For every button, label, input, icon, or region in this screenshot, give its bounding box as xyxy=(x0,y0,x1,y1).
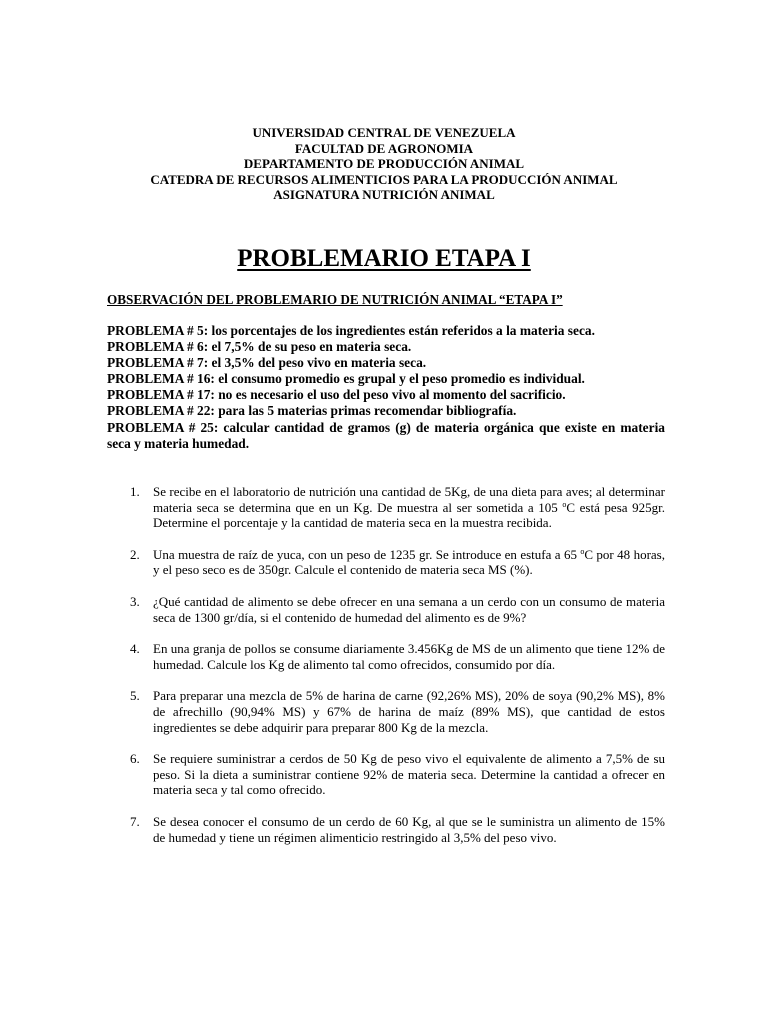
observation-item: PROBLEMA # 5: los porcentajes de los ingredientes están referidos a la materia seca. xyxy=(107,323,595,338)
observation-item: PROBLEMA # 6: el 7,5% de su peso en materia seca. xyxy=(107,339,412,355)
problem-text: En una granja de pollos se consume diariamente 3.456Kg de MS de un alimento que tiene 12% de humedad. Calcule los Kg de alimento tal como ofrecidos, consumido por día. xyxy=(153,641,665,672)
observation-item: PROBLEMA # 16: el consumo promedio es grupal y el peso promedio es individual. xyxy=(107,371,585,387)
problem-item xyxy=(0,594,768,625)
problem-text: Se recibe en el laboratorio de nutrición una cantidad de 5Kg, de una dieta para aves; al determinar materia seca se determina que en un Kg. De muestra al ser sometida a 105 $^o$C está pesa 925gr. Determine el porcentaje y la cantidad de materia seca en la muestra recibida. xyxy=(153,484,665,531)
problem-item xyxy=(0,484,768,531)
problem-number: 5. xyxy=(130,688,140,704)
problem-text: Se desea conocer el consumo de un cerdo de 60 Kg, al que se le suministra un alimento de 15% de humedad y tiene un régimen alimenticio restringido al 3,5% del peso vivo. xyxy=(153,813,665,845)
problem-number: 1. xyxy=(130,484,140,499)
observation-item: PROBLEMA # 17: no es necesario el uso del peso vivo al momento del sacrificio. xyxy=(107,387,566,403)
faculty-name: FACULTAD DE AGRONOMIA xyxy=(294,140,474,156)
problems-list xyxy=(0,484,768,861)
problem-text: Una muestra de raíz de yuca, con un peso de 1235 gr. Se introduce en estufa a 65 $^o$C por 48 horas, y el peso seco es de 350gr. Calcule el contenido de materia seca MS (%). xyxy=(153,546,665,578)
problem-item xyxy=(0,751,768,798)
chair-name: CATEDRA DE RECURSOS ALIMENTICIOS PARA LA PRODUCCIÓN ANIMAL xyxy=(150,171,618,187)
problem-text: ¿Qué cantidad de alimento se debe ofrecer en una semana a un cerdo con un consumo de materia seca de 1300 gr/día, si el contenido de humedad del alimento es de 9%? xyxy=(153,593,665,625)
problem-item xyxy=(0,547,768,578)
problem-number: 2. xyxy=(130,546,140,562)
observations-heading: OBSERVACIÓN DEL PROBLEMARIO DE NUTRICIÓN ANIMAL “ETAPA I” xyxy=(107,292,563,307)
problem-item xyxy=(0,641,768,672)
observations-list xyxy=(107,323,665,452)
problem-text: Para preparar una mezcla de 5% de harina de carne (92,26% MS), 20% de soya (90,2% MS), 8% de afrechillo (90,94% MS) y 67% de harina de maíz (89% MS), que cantidad de estos ingredientes se debe adquirir para preparar 800 Kg de la mezcla. xyxy=(153,688,665,735)
problem-item xyxy=(0,814,768,845)
document-header xyxy=(0,125,768,203)
subject-name: ASIGNATURA NUTRICIÓN ANIMAL xyxy=(273,187,495,202)
observation-item: PROBLEMA # 25: calcular cantidad de gramos (g) de materia orgánica que existe en materia seca y materia humedad. xyxy=(107,419,665,451)
problem-number: 6. xyxy=(130,751,140,767)
problem-item xyxy=(0,688,768,735)
university-name: UNIVERSIDAD CENTRAL DE VENEZUELA xyxy=(252,125,516,140)
page-title: PROBLEMARIO ETAPA I xyxy=(237,245,531,272)
degree-symbol: o xyxy=(562,499,567,509)
problem-number: 7. xyxy=(130,813,140,829)
problem-number: 4. xyxy=(130,641,140,657)
problem-text: Se requiere suministrar a cerdos de 50 Kg de peso vivo el equivalente de alimento a 7,5% de su peso. Si la dieta a suministrar contiene 92% de materia seca. Determine la cantidad a ofrecer en materia seca y tal como ofrecido. xyxy=(153,751,665,798)
observation-item: PROBLEMA # 7: el 3,5% del peso vivo en materia seca. xyxy=(107,355,427,371)
problem-number: 3. xyxy=(130,593,140,609)
observation-item: PROBLEMA # 22: para las 5 materias primas recomendar bibliografía. xyxy=(107,403,517,419)
department-name: DEPARTAMENTO DE PRODUCCIÓN ANIMAL xyxy=(243,156,525,171)
degree-symbol: o xyxy=(580,546,585,556)
